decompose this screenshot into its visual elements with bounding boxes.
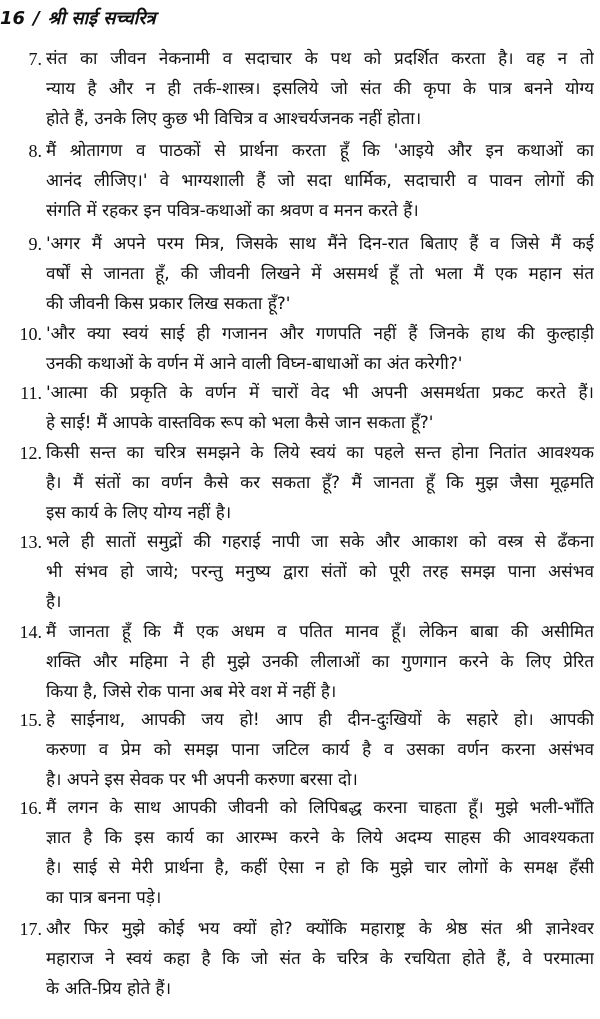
verse-line: उनकी कथाओं के वर्णन में आने वाली विघ्न-बाधाओं का अंत करेगी?' bbox=[46, 354, 463, 374]
verse-line: है। bbox=[46, 592, 62, 612]
verse-number: 15. bbox=[19, 710, 42, 730]
verse-line: की जीवनी किस प्रकार लिख सकता हूँ?' bbox=[46, 294, 291, 314]
verse-line: है। अपने इस सेवक पर भी अपनी करुणा बरसा दो। bbox=[46, 770, 358, 790]
verse-line: किसी सन्त का चरित्र समझने के लिये स्वयं का पहले सन्त होना नितांत आवश्यक bbox=[46, 443, 594, 463]
verse-line: भले ही सातों समुद्रों की गहराई नापी जा सके और आकाश को वस्त्र से ढँकना bbox=[46, 532, 594, 552]
verse-number: 10. bbox=[19, 324, 42, 344]
verse-line: का पात्र बनना पड़े। bbox=[46, 888, 162, 908]
verse-line: है। मैं संतों का वर्णन कैसे कर सकता हूँ? मैं जानता हूँ कि मुझ जैसा मूढ़मति bbox=[46, 473, 594, 493]
verse-number: 8. bbox=[28, 141, 42, 161]
verse-line: 'आत्मा की प्रकृति के वर्णन में चारों वेद भी अपनी असमर्थता प्रकट करते हैं। bbox=[46, 383, 594, 403]
verse-line: मैं लगन के साथ आपकी जीवनी को लिपिबद्ध करना चाहता हूँ। मुझे भली-भाँति bbox=[46, 798, 594, 818]
verse-number: 7. bbox=[28, 49, 42, 69]
verse-line: 'अगर मैं अपने परम मित्र, जिसके साथ मैंने दिन-रात बिताए हैं व जिसे मैं कई bbox=[46, 234, 594, 254]
verse-line: है। साई से मेरी प्रार्थना है, कहीं ऐसा न हो कि मुझे चार लोगों के समक्ष हँसी bbox=[46, 858, 594, 878]
verse-number: 13. bbox=[19, 532, 42, 552]
verse-line: संगति में रहकर इन पवित्र-कथाओं का श्रवण व मनन करते हैं। bbox=[46, 201, 419, 221]
running-header bbox=[0, 6, 156, 30]
page-number: 16 bbox=[0, 8, 26, 29]
verse-number: 16. bbox=[19, 798, 42, 818]
verse-line: महाराज ने स्वयं कहा है कि जो संत के चरित्र के रचयिता होते हैं, वे परमात्मा bbox=[46, 949, 594, 969]
verse-number: 9. bbox=[28, 234, 42, 254]
verse-line: किया है, जिसे रोक पाना अब मेरे वश में नहीं है। bbox=[46, 682, 337, 702]
verse-line: के अति-प्रिय होते हैं। bbox=[46, 979, 172, 999]
verse-line: शक्ति और महिमा ने ही मुझे उनकी लीलाओं का गुणगान करने के लिए प्रेरित bbox=[46, 652, 594, 672]
verse-line: आनंद लीजिए।' वे भाग्यशाली हैं जो सदा धार्मिक, सदाचारी व पावन लोगों की bbox=[46, 171, 594, 191]
book-title: श्री साई सच्चरित्र bbox=[47, 8, 156, 29]
verse-line: इस कार्य के लिए योग्य नहीं है। bbox=[46, 503, 232, 523]
verse-line: 'और क्या स्वयं साई ही गजानन और गणपति नहीं हैं जिनके हाथ की कुल्हाड़ी bbox=[46, 324, 594, 344]
verse-line: होते हैं, उनके लिए कुछ भी विचित्र व आश्चर्यजनक नहीं होता। bbox=[46, 109, 422, 129]
verse-line: मैं श्रोतागण व पाठकों से प्रार्थना करता हूँ कि 'आइये और इन कथाओं का bbox=[46, 141, 594, 161]
header-separator: / bbox=[33, 8, 40, 29]
verse-line: संत का जीवन नेकनामी व सदाचार के पथ को प्रदर्शित करता है। वह न तो bbox=[46, 49, 594, 69]
verse-line: हे साईनाथ, आपकी जय हो! आप ही दीन-दुःखियों के सहारे हो। आपकी bbox=[46, 710, 594, 730]
verse-line: मैं जानता हूँ कि मैं एक अधम व पतित मानव हूँ। लेकिन बाबा की असीमित bbox=[46, 622, 594, 642]
verse-number: 11. bbox=[20, 383, 42, 403]
verse-line: ज्ञात है कि इस कार्य का आरम्भ करने के लिये अदम्य साहस की आवश्यकता bbox=[46, 828, 594, 848]
verse-line: हे साई! मैं आपके वास्तविक रूप को भला कैसे जान सकता हूँ?' bbox=[46, 413, 434, 433]
verse-line: और फिर मुझे कोई भय क्यों हो? क्योंकि महाराष्ट्र के श्रेष्ठ संत श्री ज्ञानेश्वर bbox=[46, 919, 594, 939]
verse-line: न्याय है और न ही तर्क-शास्त्र। इसलिये जो संत की कृपा के पात्र बनने योग्य bbox=[46, 79, 594, 99]
verse-number: 12. bbox=[19, 443, 42, 463]
verse-line: करुणा व प्रेम को समझ पाना जटिल कार्य है व उसका वर्णन करना असंभव bbox=[46, 740, 594, 760]
verse-number: 17. bbox=[19, 919, 42, 939]
verse-line: वर्षों से जानता हूँ, की जीवनी लिखने में असमर्थ हूँ तो भला मैं एक महान संत bbox=[46, 264, 594, 284]
verse-number: 14. bbox=[19, 622, 42, 642]
verse-line: भी संभव हो जाये; परन्तु मनुष्य द्वारा संतों को पूरी तरह समझ पाना असंभव bbox=[46, 562, 594, 582]
